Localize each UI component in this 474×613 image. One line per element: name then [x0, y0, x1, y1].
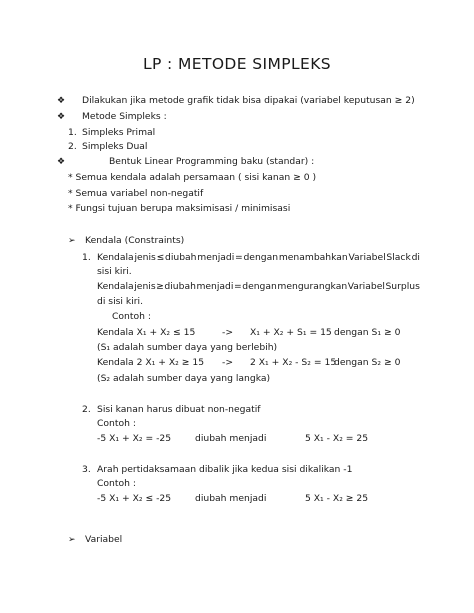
item-number: 2.	[82, 404, 91, 415]
example-note: (S₂ adalah sumber daya yang langka)	[97, 373, 271, 384]
item-text: Sisi kanan harus dibuat non-negatif	[97, 404, 261, 415]
method-number: 2.	[68, 141, 77, 152]
variabel-heading: Variabel	[85, 534, 123, 545]
standard-rule: * Fungsi tujuan berupa maksimisasi / minimisasi	[68, 203, 291, 214]
method-item: Simpleks Primal	[82, 127, 156, 138]
example-arrow: ->	[222, 357, 234, 368]
example-right: 2 X₁ + X₂ - S₂ = 15	[250, 357, 337, 368]
item-number: 3.	[82, 464, 91, 475]
arrow-bullet-icon: ➢	[68, 236, 76, 246]
example-right: 5 X₁ - X₂ ≥ 25	[305, 493, 369, 504]
example-left: -5 X₁ + X₂ = -25	[97, 433, 172, 444]
arrow-bullet-icon: ➢	[68, 535, 76, 545]
standard-rule: * Semua variabel non-negatif	[68, 188, 204, 199]
example-label: Contoh :	[97, 478, 136, 489]
kendala-rule-surplus-cont: di sisi kiri.	[97, 296, 144, 307]
intro-text: Dilakukan jika metode grafik tidak bisa dipakai (variabel keputusan ≥ 2)	[82, 95, 415, 106]
example-left: Kendala 2 X₁ + X₂ ≥ 15	[97, 357, 205, 368]
example-right: 5 X₁ - X₂ = 25	[305, 433, 369, 444]
example-note: (S₁ adalah sumber daya yang berlebih)	[97, 342, 278, 353]
example-arrow: ->	[222, 327, 234, 338]
diamond-bullet-icon: ❖	[57, 112, 66, 122]
kendala-heading: Kendala (Constraints)	[85, 235, 185, 246]
example-condition: dengan S₂ ≥ 0	[334, 357, 401, 368]
page-title: LP : METODE SIMPLEKS	[142, 55, 332, 73]
kendala-rule-slack: Kendala jenis ≤ diubah menjadi = dengan menambahkan Variabel Slack di	[97, 252, 420, 263]
example-right: X₁ + X₂ + S₁ = 15	[250, 327, 332, 338]
example-left: Kendala X₁ + X₂ ≤ 15	[97, 327, 196, 338]
example-condition: dengan S₁ ≥ 0	[334, 327, 401, 338]
method-item: Simpleks Dual	[82, 141, 148, 152]
example-label: Contoh :	[97, 418, 136, 429]
example-left: -5 X₁ + X₂ ≤ -25	[97, 493, 172, 504]
kendala-rule-surplus: Kendala jenis ≥ diubah menjadi = dengan mengurangkan Variabel Surplus	[97, 281, 420, 292]
item-number: 1.	[82, 252, 91, 263]
example-middle: diubah menjadi	[195, 493, 267, 504]
example-label: Contoh :	[112, 311, 151, 322]
methods-heading: Metode Simpleks :	[82, 111, 167, 122]
diamond-bullet-icon: ❖	[57, 96, 66, 106]
example-middle: diubah menjadi	[195, 433, 267, 444]
standard-rule: * Semua kendala adalah persamaan ( sisi kanan ≥ 0 )	[68, 172, 317, 183]
standard-form-heading: Bentuk Linear Programming baku (standar) :	[109, 156, 315, 167]
diamond-bullet-icon: ❖	[57, 157, 66, 167]
method-number: 1.	[68, 127, 77, 138]
item-text: Arah pertidaksamaan dibalik jika kedua sisi dikalikan -1	[97, 464, 353, 475]
kendala-rule-slack-cont: sisi kiri.	[97, 266, 132, 277]
